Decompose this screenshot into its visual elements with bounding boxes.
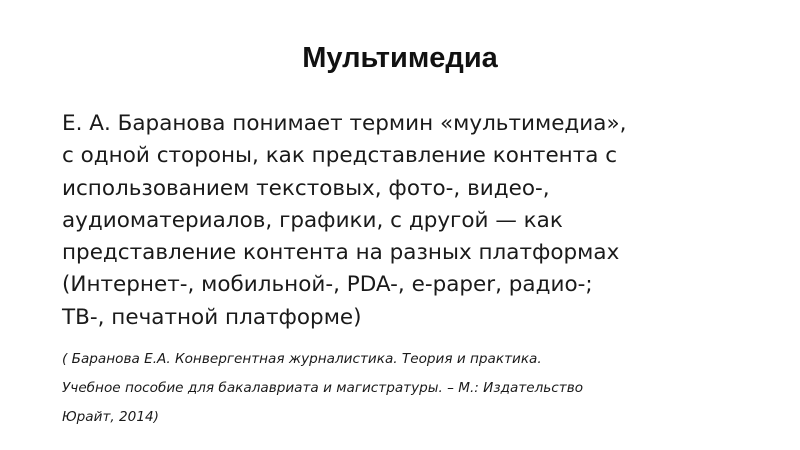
body-line-3: использованием текстовых, фото-, видео-,: [62, 175, 550, 201]
citation-line-3: Юрайт, 2014): [62, 409, 159, 425]
body-line-4: аудиоматериалов, графики, с другой — как: [62, 207, 563, 233]
body-line-7: ТВ-, печатной платформе): [62, 304, 362, 330]
citation-line-2: Учебное пособие для бакалавриата и магистратуры. – М.: Издательство: [62, 380, 584, 396]
body-line-5: представление контента на разных платформах: [62, 240, 620, 266]
slide-title: Мультимедиа: [302, 42, 498, 74]
body-line-6: (Интернет-, мобильной-, PDA-, e-paper, радио-;: [62, 272, 593, 298]
slide-body-text: [62, 108, 762, 334]
body-line-2: с одной стороны, как представление контента с: [62, 143, 618, 169]
citation: [62, 345, 762, 432]
citation-line-1: ( Баранова Е.А. Конвергентная журналистика. Теория и практика.: [62, 351, 542, 367]
body-line-1: Е. А. Баранова понимает термин «мультимедиа»,: [62, 111, 627, 136]
